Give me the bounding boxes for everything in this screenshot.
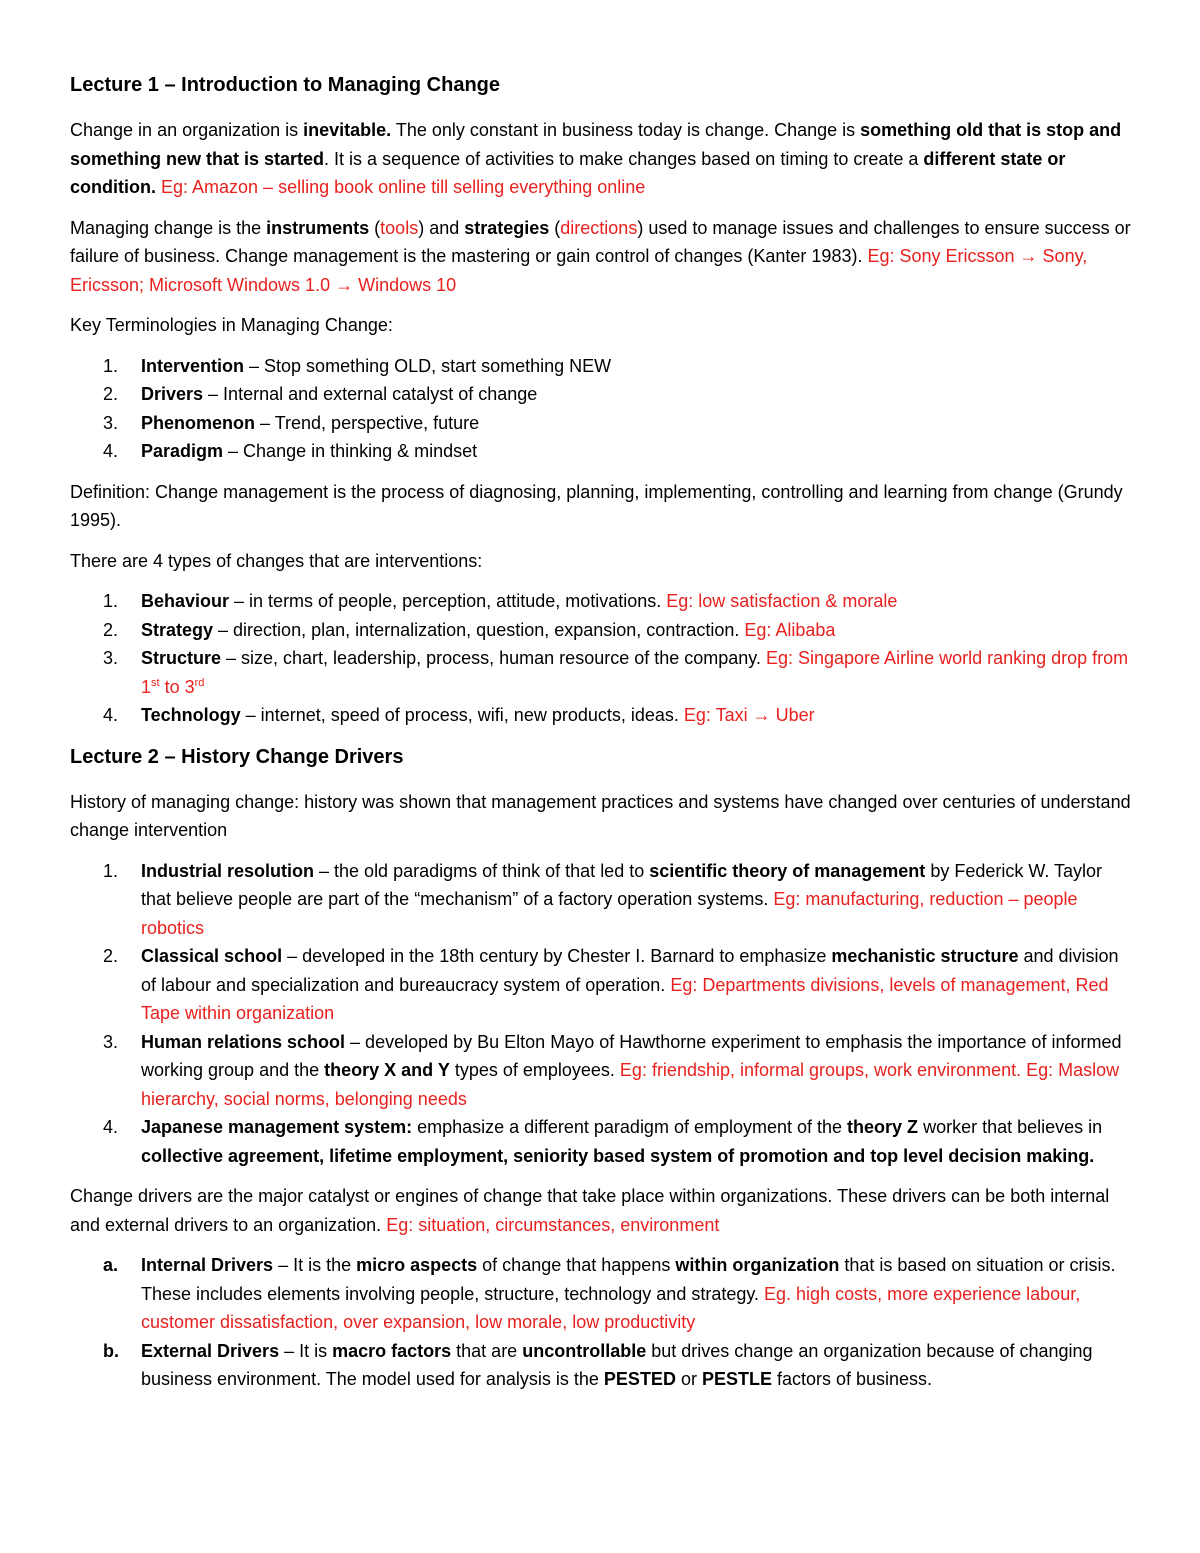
bold-run: mechanistic structure	[831, 946, 1019, 966]
example-text: Eg: Singapore Airline world ranking drop from 1	[141, 648, 1129, 697]
lecture2-intro: History of managing change: history was shown that management practices and systems have changed over centuries of understand change intervention	[70, 791, 1131, 840]
example-text: Eg: Taxi	[683, 705, 753, 725]
example-text: Eg: Alibaba	[744, 619, 836, 640]
term-description: – internet, speed of process, wifi, new products, ideas.	[240, 705, 684, 725]
text-run: – the old paradigms of think of that led to	[314, 860, 650, 881]
example-text: Eg: Amazon – selling book online till selling everything online	[161, 177, 646, 197]
list-number: 1.	[103, 591, 119, 611]
list-item	[70, 942, 1132, 1028]
bold-run: macro factors	[332, 1340, 452, 1361]
text-run: but drives change an organization because of changing business environment. The model used for analysis is the	[141, 1340, 1093, 1389]
right-arrow-icon: →	[752, 705, 771, 725]
term: Industrial resolution	[141, 860, 315, 881]
term-description: – in terms of people, perception, attitude, motivations.	[229, 591, 667, 611]
text-run: types of employees.	[449, 1060, 620, 1080]
key-terminologies-intro: Key Terminologies in Managing Change:	[70, 315, 393, 335]
bold-run: theory Z	[847, 1117, 919, 1137]
text-run: Managing change is the	[70, 217, 267, 238]
list-number: 2.	[103, 384, 119, 404]
list-item	[70, 701, 1132, 730]
history-list	[70, 857, 1132, 1171]
term: Intervention	[141, 355, 245, 376]
lecture2-title: Lecture 2 – History Change Drivers	[70, 745, 404, 768]
text-run: The only constant in business today is change. Change is	[391, 120, 861, 140]
term: Japanese management system:	[141, 1117, 413, 1137]
bold-run: collective agreement, lifetime employment, seniority based system of promotion and top level decision making.	[141, 1145, 1095, 1166]
list-item	[70, 352, 1132, 381]
term: Strategy	[141, 619, 214, 640]
right-arrow-icon: →	[1019, 246, 1038, 266]
term-description: – Change in thinking & mindset	[223, 441, 478, 461]
term-description: – Stop something OLD, start something NEW	[244, 355, 612, 376]
example-text: directions	[560, 217, 638, 238]
drivers-list	[70, 1251, 1132, 1394]
example-text: tools	[380, 217, 419, 238]
term-description: – size, chart, leadership, process, human resource of the company.	[221, 648, 766, 668]
term: Drivers	[141, 384, 204, 404]
list-number: 3.	[103, 1031, 119, 1052]
term: Classical school	[141, 946, 283, 966]
text-run: – developed in the 18th century by Chester I. Barnard to emphasize	[282, 946, 832, 966]
example-text: Sony, Ericsson; Microsoft Windows 1.0	[70, 246, 1088, 295]
list-item	[70, 616, 1132, 645]
text-run: factors of business.	[771, 1369, 933, 1389]
bold-run: inevitable.	[303, 120, 392, 140]
superscript: rd	[194, 676, 205, 689]
text-run: of change that happens	[477, 1255, 676, 1275]
list-item	[70, 437, 1132, 466]
drivers-intro	[70, 1182, 1132, 1239]
list-item	[70, 1251, 1132, 1337]
example-text: Eg: Sony Ericsson	[867, 246, 1020, 266]
term: Phenomenon	[141, 412, 256, 433]
text-run: and division of labour and specialization and bureaucracy system of operation.	[141, 946, 1119, 995]
superscript: st	[151, 676, 160, 689]
text-run: Change drivers are the major catalyst or engines of change that take place within organizations. These drivers can be both internal and external drivers to an organization.	[70, 1186, 1110, 1235]
text-run: (	[369, 217, 381, 238]
list-number: 4.	[103, 1117, 119, 1137]
list-item	[70, 587, 1132, 616]
bold-run: within organization	[675, 1255, 840, 1275]
list-number: 3.	[103, 648, 119, 668]
bold-run: strategies	[464, 217, 550, 238]
term: Human relations school	[141, 1031, 346, 1052]
term-description: – Internal and external catalyst of change	[203, 384, 538, 404]
list-number: 2.	[103, 619, 119, 640]
text-run: ) used to manage issues and challenges to ensure success or failure of business. Change management is the mastering or gain control of changes (Kanter 1983).	[70, 217, 1131, 266]
right-arrow-icon: →	[335, 274, 354, 295]
list-item	[70, 380, 1132, 409]
text-run: that are	[451, 1340, 523, 1361]
example-text: Eg: situation, circumstances, environment	[386, 1214, 720, 1235]
change-types-list	[70, 587, 1132, 730]
text-run: – It is	[279, 1340, 333, 1361]
list-item	[70, 857, 1132, 943]
example-text: Eg: Departments divisions, levels of management, Red Tape within organization	[141, 974, 1109, 1023]
document-content	[70, 70, 1132, 1406]
list-item	[70, 409, 1132, 438]
list-item	[70, 1113, 1132, 1170]
text-run: Change in an organization is	[70, 120, 304, 140]
example-text: Eg: manufacturing, reduction – people robotics	[141, 889, 1078, 938]
text-run: ) and	[418, 217, 465, 238]
term: Internal Drivers	[141, 1255, 274, 1275]
term-description: – direction, plan, internalization, question, expansion, contraction.	[213, 619, 745, 640]
term: Structure	[141, 648, 222, 668]
term: Behaviour	[141, 591, 230, 611]
term: External Drivers	[141, 1340, 280, 1361]
list-number: 1.	[103, 355, 119, 376]
list-letter: a.	[103, 1255, 119, 1275]
bold-run: theory X and Y	[324, 1060, 450, 1080]
bold-run: something old that is stop and something new that is started	[70, 120, 1122, 169]
lecture1-paragraph2	[70, 214, 1132, 300]
example-text: Eg. high costs, more experience labour, customer dissatisfaction, over expansion, low morale, low productivity	[141, 1283, 1081, 1332]
bold-run: instruments	[266, 217, 370, 238]
list-number: 1.	[103, 860, 119, 881]
bold-run: PESTED	[603, 1369, 676, 1389]
list-number: 4.	[103, 441, 119, 461]
text-run: worker that believes in	[918, 1117, 1103, 1137]
bold-run: different state or condition.	[70, 148, 1066, 197]
term: Technology	[141, 705, 241, 725]
bold-run: PESTLE	[701, 1369, 772, 1389]
example-text: Uber	[770, 705, 815, 725]
term: Paradigm	[141, 441, 224, 461]
list-item	[70, 1028, 1132, 1114]
list-number: 4.	[103, 705, 119, 725]
list-item	[70, 1337, 1132, 1394]
list-number: 2.	[103, 946, 119, 966]
text-run: by Federick W. Taylor that believe people are part of the “mechanism” of a factory operation systems.	[141, 860, 1103, 909]
term-description: – Trend, perspective, future	[255, 412, 480, 433]
bold-run: uncontrollable	[522, 1340, 647, 1361]
lecture1-paragraph1	[70, 116, 1132, 202]
text-run: that is based on situation or crisis. These includes elements involving people, structure, technology and strategy.	[141, 1255, 1116, 1304]
text-run: (	[549, 217, 561, 238]
bold-run: micro aspects	[356, 1255, 478, 1275]
key-terminologies-list	[70, 352, 1132, 466]
definition-paragraph: Definition: Change management is the process of diagnosing, planning, implementing, controlling and learning from change (Grundy 1995).	[70, 481, 1123, 530]
list-item	[70, 644, 1132, 701]
lecture1-title: Lecture 1 – Introduction to Managing Change	[70, 74, 501, 96]
list-letter: b.	[103, 1340, 119, 1361]
bold-run: scientific theory of management	[649, 860, 926, 881]
list-number: 3.	[103, 412, 119, 433]
text-run: or	[675, 1369, 702, 1389]
example-text: Windows 10	[353, 274, 457, 295]
text-run: emphasize a different paradigm of employment of the	[412, 1117, 848, 1137]
text-run: – It is the	[273, 1255, 357, 1275]
example-text: to 3	[159, 676, 195, 697]
types-intro: There are 4 types of changes that are interventions:	[70, 550, 483, 571]
text-run: – developed by Bu Elton Mayo of Hawthorne experiment to emphasis the importance of informed working group and the	[141, 1031, 1122, 1080]
example-text: Eg: friendship, informal groups, work environment. Eg: Maslow hierarchy, social norms, belonging needs	[141, 1060, 1120, 1109]
text-run: . It is a sequence of activities to make changes based on timing to create a	[324, 148, 924, 169]
example-text: Eg: low satisfaction & morale	[666, 591, 898, 611]
